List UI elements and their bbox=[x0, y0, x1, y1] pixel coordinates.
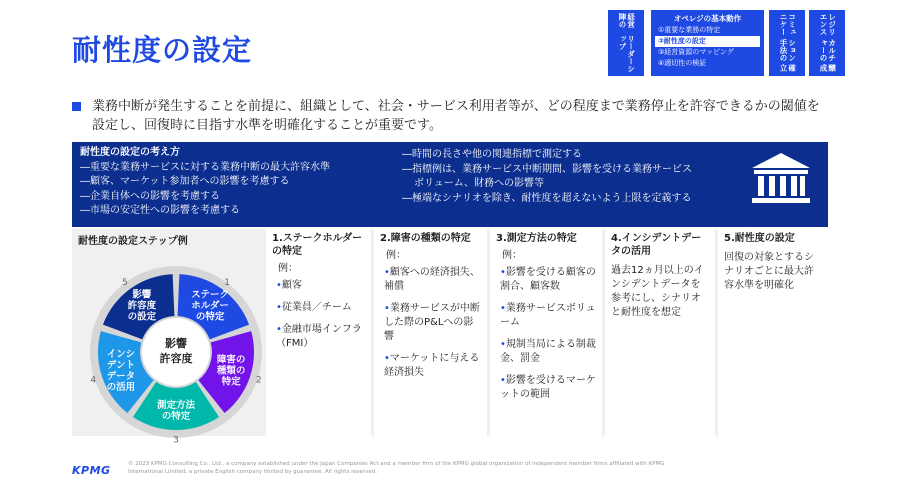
list-item-text: 顧客 bbox=[281, 280, 302, 291]
wheel-segment-label: デント bbox=[106, 359, 135, 371]
list-item: •顧客への経済損失、補償 bbox=[384, 267, 480, 292]
concept-item: ―指標例は、業務サービス中断期間、影響を受ける業務サービス bbox=[402, 163, 692, 175]
steps-panel bbox=[72, 229, 828, 446]
list-item-text: 影響を受ける顧客の割合、顧客数 bbox=[500, 267, 596, 292]
concept-band bbox=[72, 142, 828, 227]
lead-line: 設定し、回復時に目指す水準を明確化することが重要です。 bbox=[92, 118, 442, 133]
nav-basic-actions-title: オペレジの基本動作 bbox=[673, 14, 742, 23]
concept-item: ―重要な業務サービスに対する業務中断の最大許容水準 bbox=[80, 161, 330, 173]
nav-culture-line: 醸成 bbox=[819, 64, 837, 72]
list-item-text: マーケットに与える経済損失 bbox=[384, 353, 480, 378]
wheel-segment-label: 測定方法 bbox=[156, 400, 196, 411]
wheel-step-number: 1 bbox=[224, 278, 231, 289]
wheel-segment-label: の特定 bbox=[195, 311, 225, 323]
step-body: 回復の対象とするシナリオごとに最大許容水準を明確化 bbox=[724, 252, 814, 291]
lead-line: 業務中断が発生することを前提に、組織として、社会・サービス利用者等が、どの程度まで業務停止を許容できるかの閾値を bbox=[92, 99, 820, 114]
wheel-step-number: 4 bbox=[90, 375, 97, 386]
nav-item-tolerance[interactable]: ②耐性度の設定 bbox=[655, 36, 760, 47]
concept-item: ―企業自体への影響を考慮する bbox=[80, 190, 220, 202]
nav-item-resource-mapping[interactable]: ③経営資源のマッピング bbox=[658, 48, 734, 56]
list-item: •規制当局による制裁金、罰金 bbox=[500, 339, 596, 364]
step-header: 4.インシデントデータの活用 bbox=[611, 233, 702, 257]
wheel-step-number: 3 bbox=[173, 435, 179, 446]
nav-culture-line: カルチャーの bbox=[819, 38, 837, 62]
wheel-segment-label: 特定 bbox=[221, 376, 241, 388]
wheel-step-number: 2 bbox=[255, 375, 262, 386]
concept-item: ―顧客、マーケット参加者への影響を考慮する bbox=[80, 176, 290, 187]
list-item-text: 業務サービスが中断した際のP&Lへの影響 bbox=[384, 303, 480, 342]
wheel-center-label: 許容度 bbox=[159, 352, 193, 365]
step-column-1 bbox=[266, 229, 371, 436]
nav-leadership[interactable] bbox=[608, 10, 644, 76]
square-bullet-icon bbox=[72, 102, 81, 111]
concept-item: ―極端なシナリオを除き、耐性度を超えないよう上限を定義する bbox=[402, 192, 692, 204]
example-label: 例： bbox=[278, 263, 298, 274]
page-title: 耐性度の設定 bbox=[72, 33, 253, 67]
concept-right bbox=[402, 148, 692, 206]
concept-item: ―市場の安定性への影響を考慮する bbox=[80, 205, 240, 216]
list-item-text: 業務サービスボリューム bbox=[500, 303, 596, 328]
steps-title: 耐性度の設定ステップ例 bbox=[78, 236, 188, 247]
list-item-text: 従業員／チーム bbox=[281, 302, 352, 313]
steps-wheel bbox=[72, 249, 266, 446]
list-item: •金融市場インフラ（FMI） bbox=[276, 324, 362, 349]
step-column-5 bbox=[718, 229, 828, 436]
list-item: •業務サービスが中断した際のP&Lへの影響 bbox=[384, 303, 480, 342]
step-body: 過去12ヵ月以上のインシデントデータを参考にし、シナリオと耐性度を想定 bbox=[611, 265, 704, 318]
concept-item: ボリューム、財務への影響等 bbox=[414, 178, 544, 189]
list-item: •影響を受ける顧客の割合、顧客数 bbox=[500, 267, 596, 292]
kpmg-logo: KPMG bbox=[72, 464, 111, 477]
list-item-text: 規制当局による制裁金、罰金 bbox=[500, 339, 596, 364]
wheel-segment-label: の特定 bbox=[161, 411, 191, 422]
wheel-segment-label: の設定 bbox=[127, 311, 157, 323]
list-item: •マーケットに与える経済損失 bbox=[384, 353, 480, 378]
wheel-segment-label: 障害の bbox=[216, 354, 246, 366]
list-item-text: 金融市場インフラ（FMI） bbox=[276, 324, 362, 349]
nav-item-validation[interactable]: ④適切性の検証 bbox=[658, 59, 707, 67]
wheel-segment-label: 影響 bbox=[132, 289, 152, 301]
nav-basic-actions[interactable] bbox=[651, 10, 764, 76]
list-item-text: 顧客への経済損失、補償 bbox=[384, 267, 480, 292]
nav-leadership-line: 経営陣の bbox=[618, 13, 636, 28]
list-item: •業務サービスボリューム bbox=[500, 303, 596, 328]
step-header: 2.障害の種類の特定 bbox=[380, 233, 471, 244]
step-header: 5.耐性度の設定 bbox=[724, 233, 795, 244]
example-label: 例： bbox=[502, 250, 522, 261]
wheel-step-number: 5 bbox=[121, 278, 128, 289]
nav-culture-line: レジリエンス bbox=[819, 13, 837, 36]
wheel-center-label: 影響 bbox=[165, 337, 187, 350]
wheel-segment-label: ステーク bbox=[191, 289, 229, 301]
step-column-2 bbox=[374, 229, 487, 436]
step-header: 3.測定方法の特定 bbox=[496, 233, 577, 244]
nav-communication-line: 確立 bbox=[779, 64, 797, 72]
example-label: 例： bbox=[386, 250, 406, 261]
nav-communication-line: ション手法の bbox=[779, 38, 797, 62]
wheel-segment-label: 種類の bbox=[216, 365, 246, 377]
wheel-segment-label: インシ bbox=[106, 348, 135, 360]
nav-culture[interactable] bbox=[809, 10, 845, 76]
wheel-segment-label: の活用 bbox=[106, 381, 136, 393]
lead-paragraph bbox=[72, 97, 842, 135]
list-item: •影響を受けるマーケットの範囲 bbox=[500, 375, 596, 400]
concept-item: ―時間の長さや他の関連指標で測定する bbox=[402, 149, 582, 160]
list-item: •顧客 bbox=[276, 280, 302, 291]
nav-leadership-line: リーダーシップ bbox=[618, 34, 636, 73]
concept-header: 耐性度の設定の考え方 bbox=[80, 147, 180, 158]
list-item-text: 影響を受けるマーケットの範囲 bbox=[500, 375, 596, 400]
wheel-segment-label: 許容度 bbox=[127, 300, 157, 312]
list-item: •従業員／チーム bbox=[276, 302, 352, 313]
step-column-3 bbox=[490, 229, 602, 436]
bank-icon bbox=[748, 150, 814, 206]
step-header: 1.ステークホルダーの特定 bbox=[272, 233, 363, 257]
wheel-segment-label: データ bbox=[106, 370, 136, 382]
step-column-4 bbox=[605, 229, 715, 436]
nav-item-critical-business[interactable]: ①重要な業務の特定 bbox=[658, 26, 721, 34]
wheel-segment-label: ホルダー bbox=[191, 300, 229, 312]
copyright-text: © 2023 KPMG Consulting Co., Ltd., a company established under the Japan Companies Act and a member firm of the KPMG global organization of independent member firms affiliated with KPMG International Limited, a private English company limited by guarantee. All rights reserved. bbox=[128, 461, 665, 475]
nav-communication-line: コミュニケー bbox=[779, 13, 797, 36]
concept-left bbox=[80, 146, 330, 219]
nav-communication[interactable] bbox=[769, 10, 805, 76]
